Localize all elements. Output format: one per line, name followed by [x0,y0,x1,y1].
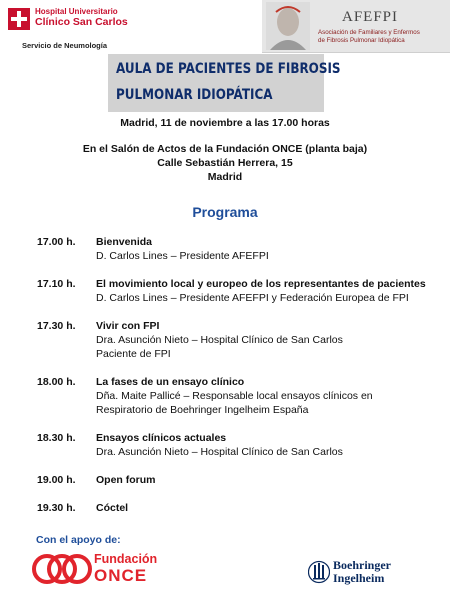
program-time: 19.00 h. [37,474,76,486]
hospital-name-line1: Hospital Universitario [35,7,118,16]
program-title: Ensayos clínicos actuales [96,432,227,444]
hospital-logo [8,6,133,50]
program-title: Vivir con FPI [96,320,160,332]
program-detail: Dra. Asunción Nieto – Hospital Clínico de San Carlos [96,334,343,346]
program-time: 17.00 h. [37,236,76,248]
program-title: Cóctel [96,502,129,514]
program-time: 17.10 h. [37,278,76,290]
program-title: Open forum [96,474,156,486]
program-detail: Dña. Maite Pallicé – Responsable local ensayos clínicos en [96,390,373,402]
event-venue-line2: Calle Sebastián Herrera, 15 [157,157,293,169]
once-logo-line1: Fundación [94,552,158,566]
program-title: La fases de un ensayo clínico [96,376,245,388]
program-title: El movimiento local y europeo de los representantes de pacientes [96,278,426,290]
once-rings-icon [32,551,92,587]
once-logo-line2: ONCE [94,566,148,585]
program-detail: D. Carlos Lines – Presidente AFEFPI y Federación Europea de FPI [96,292,409,304]
portrait-icon [266,2,310,50]
boehringer-building-icon [308,557,330,587]
afefpi-line1: Asociación de Familiares y Enfermos [318,29,420,36]
hospital-logo-icon [8,8,30,30]
program-title: Bienvenida [96,236,153,248]
hospital-service: Servicio de Neumología [22,41,108,50]
boehringer-line1: Boehringer [333,558,391,572]
event-date: Madrid, 11 de noviembre a las 17.00 horas [120,117,330,129]
program-detail: D. Carlos Lines – Presidente AFEFPI [96,250,269,262]
banner-title-line1: AULA DE PACIENTES DE FIBROSIS [116,60,341,77]
program-heading: Programa [192,204,258,220]
fundacion-once-logo [32,549,172,589]
event-venue-line3: Madrid [207,171,243,183]
program-detail: Dra. Asunción Nieto – Hospital Clínico de San Carlos [96,446,343,458]
program-detail: Respiratorio de Boehringer Ingelheim España [96,404,309,416]
afefpi-line2: de Fibrosis Pulmonar Idiopática [318,37,405,44]
banner-title-line2: PULMONAR IDIOPÁTICA [116,86,273,103]
program-detail: Paciente de FPI [96,348,171,360]
program-time: 17.30 h. [37,320,76,332]
program-time: 18.30 h. [37,432,76,444]
boehringer-line2: Ingelheim [333,571,385,585]
program-time: 19.30 h. [37,502,76,514]
boehringer-logo [308,557,418,591]
program-time: 18.00 h. [37,376,76,388]
afefpi-title: AFEFPI [342,9,399,25]
event-venue-line1: En el Salón de Actos de la Fundación ONCE (planta baja) [82,143,368,155]
support-label: Con el apoyo de: [36,534,121,546]
afefpi-logo [262,0,450,53]
title-banner [108,54,341,112]
hospital-name-line2: Clínico San Carlos [35,16,128,28]
